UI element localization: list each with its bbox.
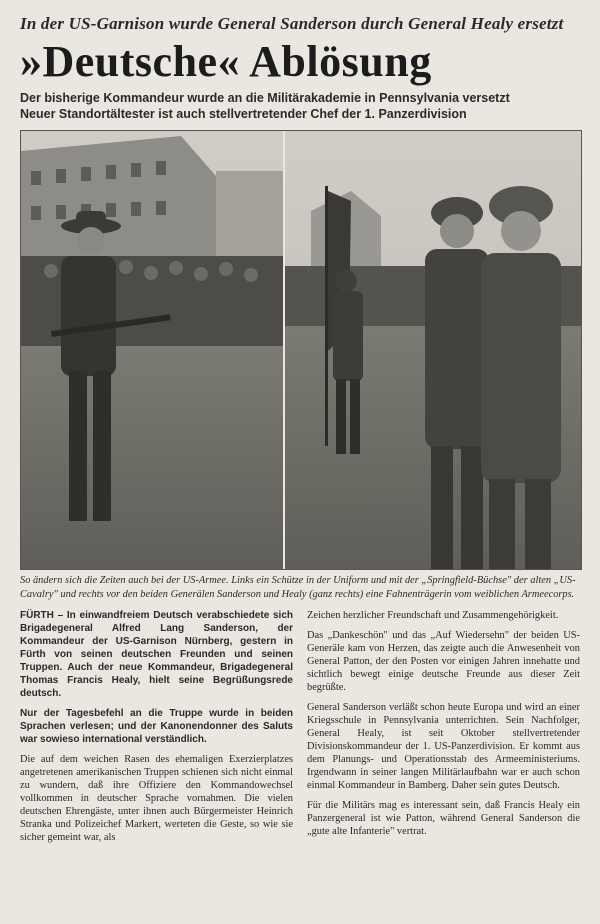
column-right — [307, 609, 580, 851]
body-paragraph: Die auf dem weichen Rasen des ehemaligen Exerzierplatzes angetretenen amerikanischen Truppen schienen sich nicht einmal zu wundern, daß ihre Offiziere den Kommandowechsel vollkommen in deutscher Sprache vornahmen. Die vielen deutschen Ehrengäste, unter ihnen auch Bürgermeister Heinrich Stranka und Polizeichef Markert, werteten die Geste, so wie sie sicher gemeint war, als — [20, 754, 293, 843]
body-paragraph: Zeichen herzlicher Freundschaft und Zusammengehörigkeit. — [307, 610, 559, 621]
lead-paragraph — [20, 609, 293, 700]
photo-caption: So ändern sich die Zeiten auch bei der US-Armee. Links ein Schütze in der Uniform und mit der „Springfield-Büchse" der alten „US-Cavalry" und rechts vor den beiden Generälen Sanderson und Healy (ganz rechts) eine Fahnenträgerin vom weiblichen Armeecorps. — [20, 575, 576, 600]
news-photo — [20, 130, 582, 570]
body-paragraph: General Sanderson verläßt schon heute Europa und wird an einer Kriegsschule in Pennsylvania unterrichten. Sein Nachfolger, General Healy, ist seit Oktober stellvertretender Divisionskommandeur der 1. US-Panzerdivision. Er kommt aus dem Planungs- und Operationsstab des Armeeministeriums. Irgendwann in seiner langen Militärlaufbahn war er auch schon einmal Kommandeur in Bamberg. Daher sein gutes Deutsch. — [307, 702, 580, 791]
photo-illustration — [21, 131, 581, 569]
article-body — [20, 609, 582, 851]
dateline: FÜRTH — [20, 610, 54, 621]
lead-text: – In einwandfreiem Deutsch verabschiedete sich Brigadegeneral Alfred Lang Sanderson, der Kommandeur der US-Garnison Nürnberg, gestern in Fürth von seinen deutschen Freunden und seinen Truppen. Auch der neue Kommandeur, Brigadegeneral Thomas Francis Healy, hielt seine Begrüßungsrede deutsch. — [20, 610, 293, 699]
kicker-line: In der US-Garnison wurde General Sanderson durch General Healy ersetzt — [20, 14, 564, 33]
subheadline-line-1: Der bisherige Kommandeur wurde an die Militärakademie in Pennsylvania versetzt — [20, 91, 510, 105]
headline: »Deutsche« Ablösung — [20, 37, 432, 86]
body-paragraph: Das „Dankeschön" und das „Auf Wiedersehn" der beiden US-Generäle kam von Herzen, das zeigte auch die Anwesenheit von General Patton, der den Posten vor einigen Jahren innehatte und sichtlich bewegt einige deutsche Freunde aus dieser Zeit begrüßte. — [307, 630, 580, 693]
subheadline — [20, 90, 582, 122]
column-left — [20, 609, 293, 851]
bold-paragraph: Nur der Tagesbefehl an die Truppe wurde in beiden Sprachen verlesen; und der Kanonendonner des Saluts war sowieso international verständlich. — [20, 708, 293, 745]
subheadline-line-2: Neuer Standortältester ist auch stellvertretender Chef der 1. Panzerdivision — [20, 107, 467, 121]
body-paragraph: Für die Militärs mag es interessant sein, daß Francis Healy ein Panzergeneral ist wie Patton, während General Sanderson die „gute alte Infanterie" vertrat. — [307, 800, 580, 837]
